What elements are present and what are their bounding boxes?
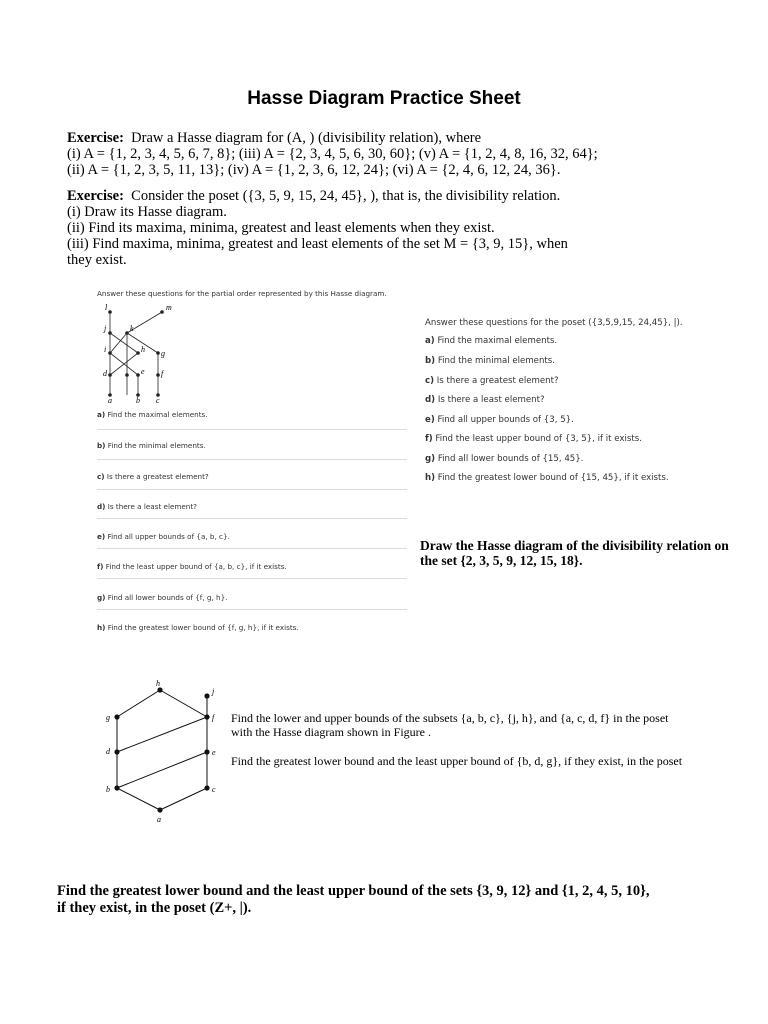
fig2-node-b bbox=[114, 785, 119, 790]
right-question: d) Is there a least element? bbox=[425, 395, 545, 405]
answer-line bbox=[97, 518, 407, 519]
left-question: b) Find the minimal elements. bbox=[97, 441, 206, 450]
answer-line bbox=[97, 429, 407, 430]
left-panel-heading: Answer these questions for the partial order represented by this Hasse diagram. bbox=[97, 289, 387, 298]
fig2-node-e bbox=[204, 749, 209, 754]
fig2-label-j: j bbox=[212, 687, 215, 696]
hasse-label-h: h bbox=[141, 345, 145, 354]
exercise-2-label: Exercise: bbox=[67, 188, 124, 204]
fig2-node-h bbox=[157, 687, 162, 692]
fig2-label-h: h bbox=[156, 680, 160, 688]
hasse-diagram-1 bbox=[100, 300, 190, 405]
answer-line bbox=[97, 489, 407, 490]
left-question: g) Find all lower bounds of {f, g, h}. bbox=[97, 593, 228, 602]
final-task-line-2: if they exist, in the poset (Z+, |). bbox=[57, 900, 252, 916]
hasse-label-f: f bbox=[161, 369, 164, 378]
exercise-1-row-1: (i) A = {1, 2, 3, 4, 5, 6, 7, 8}; (iii) A = {2, 3, 4, 5, 6, 30, 60}; (v) A = {1, 2, 4, 8, 16, 32, 64}; bbox=[67, 146, 598, 162]
right-panel-heading: Answer these questions for the poset ({3,5,9,15, 24,45}, |). bbox=[425, 318, 683, 328]
right-question: a) Find the maximal elements. bbox=[425, 336, 558, 346]
hasse-label-a: a bbox=[108, 396, 112, 405]
figure2-task-2: Find the greatest lower bound and the least upper bound of {b, d, g}, if they exist, in the poset bbox=[231, 754, 683, 768]
exercise-1-intro-line bbox=[67, 130, 481, 146]
exercise-1-intro: Draw a Hasse diagram for (A, ) (divisibility relation), where bbox=[131, 130, 482, 146]
exercise-2-intro: Consider the poset ({3, 5, 9, 15, 24, 45}, ), that is, the divisibility relation. bbox=[131, 188, 561, 204]
hasse-node-l bbox=[108, 310, 112, 314]
figure2-task-1-line-2: with the Hasse diagram shown in Figure . bbox=[231, 725, 431, 739]
left-question: a) Find the maximal elements. bbox=[97, 410, 208, 419]
hasse-label-l: l bbox=[105, 303, 108, 312]
hasse-label-c: c bbox=[156, 396, 160, 405]
exercise-1-row-2: (ii) A = {1, 2, 3, 5, 11, 13}; (iv) A = {1, 2, 3, 6, 12, 24}; (vi) A = {2, 4, 6, 12, 24, 36}. bbox=[67, 162, 561, 178]
answer-line bbox=[97, 459, 407, 460]
exercise-2-line: (ii) Find its maxima, minima, greatest and least elements when they exist. bbox=[67, 220, 495, 236]
hasse-node-k bbox=[125, 331, 129, 335]
fig2-node-j bbox=[204, 693, 209, 698]
exercise-2-line: they exist. bbox=[67, 252, 127, 268]
fig2-node-d bbox=[114, 749, 119, 754]
exercise-2-line: (i) Draw its Hasse diagram. bbox=[67, 204, 227, 220]
right-question: e) Find all upper bounds of {3, 5}. bbox=[425, 415, 574, 425]
divisibility-task-line-1: Draw the Hasse diagram of the divisibility relation on bbox=[420, 538, 729, 553]
hasse-label-b: b bbox=[136, 396, 140, 405]
hasse-label-k: k bbox=[130, 324, 134, 333]
hasse-node-m bbox=[160, 310, 164, 314]
fig2-node-a bbox=[157, 807, 162, 812]
page-title: Hasse Diagram Practice Sheet bbox=[247, 88, 521, 109]
hasse-node-e bbox=[136, 373, 140, 377]
fig2-label-b: b bbox=[106, 785, 110, 794]
hasse-node-g bbox=[156, 351, 160, 355]
exercise-2-line: (iii) Find maxima, minima, greatest and least elements of the set M = {3, 9, 15}, when bbox=[67, 236, 568, 252]
fig2-label-e: e bbox=[212, 748, 216, 757]
hasse-node-f bbox=[156, 373, 160, 377]
left-question: e) Find all upper bounds of {a, b, c}. bbox=[97, 532, 230, 541]
hasse-node-d bbox=[108, 373, 112, 377]
left-question: d) Is there a least element? bbox=[97, 502, 197, 511]
right-question: b) Find the minimal elements. bbox=[425, 356, 555, 366]
left-question: h) Find the greatest lower bound of {f, g, h}, if it exists. bbox=[97, 623, 299, 632]
hasse-label-m: m bbox=[166, 303, 172, 312]
hasse-node-h bbox=[136, 351, 140, 355]
fig2-label-f: f bbox=[212, 713, 215, 722]
answer-line bbox=[97, 578, 407, 579]
fig2-label-c: c bbox=[212, 785, 216, 794]
right-question: c) Is there a greatest element? bbox=[425, 376, 559, 386]
right-question: h) Find the greatest lower bound of {15, 45}, if it exists. bbox=[425, 473, 669, 483]
fig2-node-g bbox=[114, 714, 119, 719]
right-question: g) Find all lower bounds of {15, 45}. bbox=[425, 454, 584, 464]
divisibility-task-line-2: the set {2, 3, 5, 9, 12, 15, 18}. bbox=[420, 553, 583, 568]
hasse-label-e: e bbox=[141, 367, 145, 376]
answer-line bbox=[97, 609, 407, 610]
exercise-2-intro-line bbox=[67, 188, 560, 204]
left-question: f) Find the least upper bound of {a, b, c}, if it exists. bbox=[97, 562, 287, 571]
figure2-task-1-line-1: Find the lower and upper bounds of the subsets {a, b, c}, {j, h}, and {a, c, d, f} in the poset bbox=[231, 711, 669, 725]
hasse-label-i: i bbox=[104, 345, 107, 354]
left-question: c) Is there a greatest element? bbox=[97, 472, 209, 481]
fig2-node-c bbox=[204, 785, 209, 790]
hasse-label-j: j bbox=[104, 324, 107, 333]
hasse-label-g: g bbox=[161, 349, 165, 358]
exercise-1-label: Exercise: bbox=[67, 130, 124, 146]
hasse-diagram-2 bbox=[100, 680, 230, 825]
hasse-node-extra bbox=[125, 373, 129, 377]
right-question: f) Find the least upper bound of {3, 5}, if it exists. bbox=[425, 434, 642, 444]
hasse-label-d: d bbox=[103, 369, 107, 378]
hasse-node-i bbox=[108, 351, 112, 355]
fig2-node-f bbox=[204, 714, 209, 719]
answer-line bbox=[97, 548, 407, 549]
fig2-label-a: a bbox=[157, 815, 161, 824]
final-task-line-1: Find the greatest lower bound and the least upper bound of the sets {3, 9, 12} and {1, 2, 4, 5, 10}, bbox=[57, 883, 650, 899]
hasse-node-j bbox=[108, 331, 112, 335]
fig2-label-g: g bbox=[106, 713, 110, 722]
fig2-label-d: d bbox=[106, 747, 110, 756]
